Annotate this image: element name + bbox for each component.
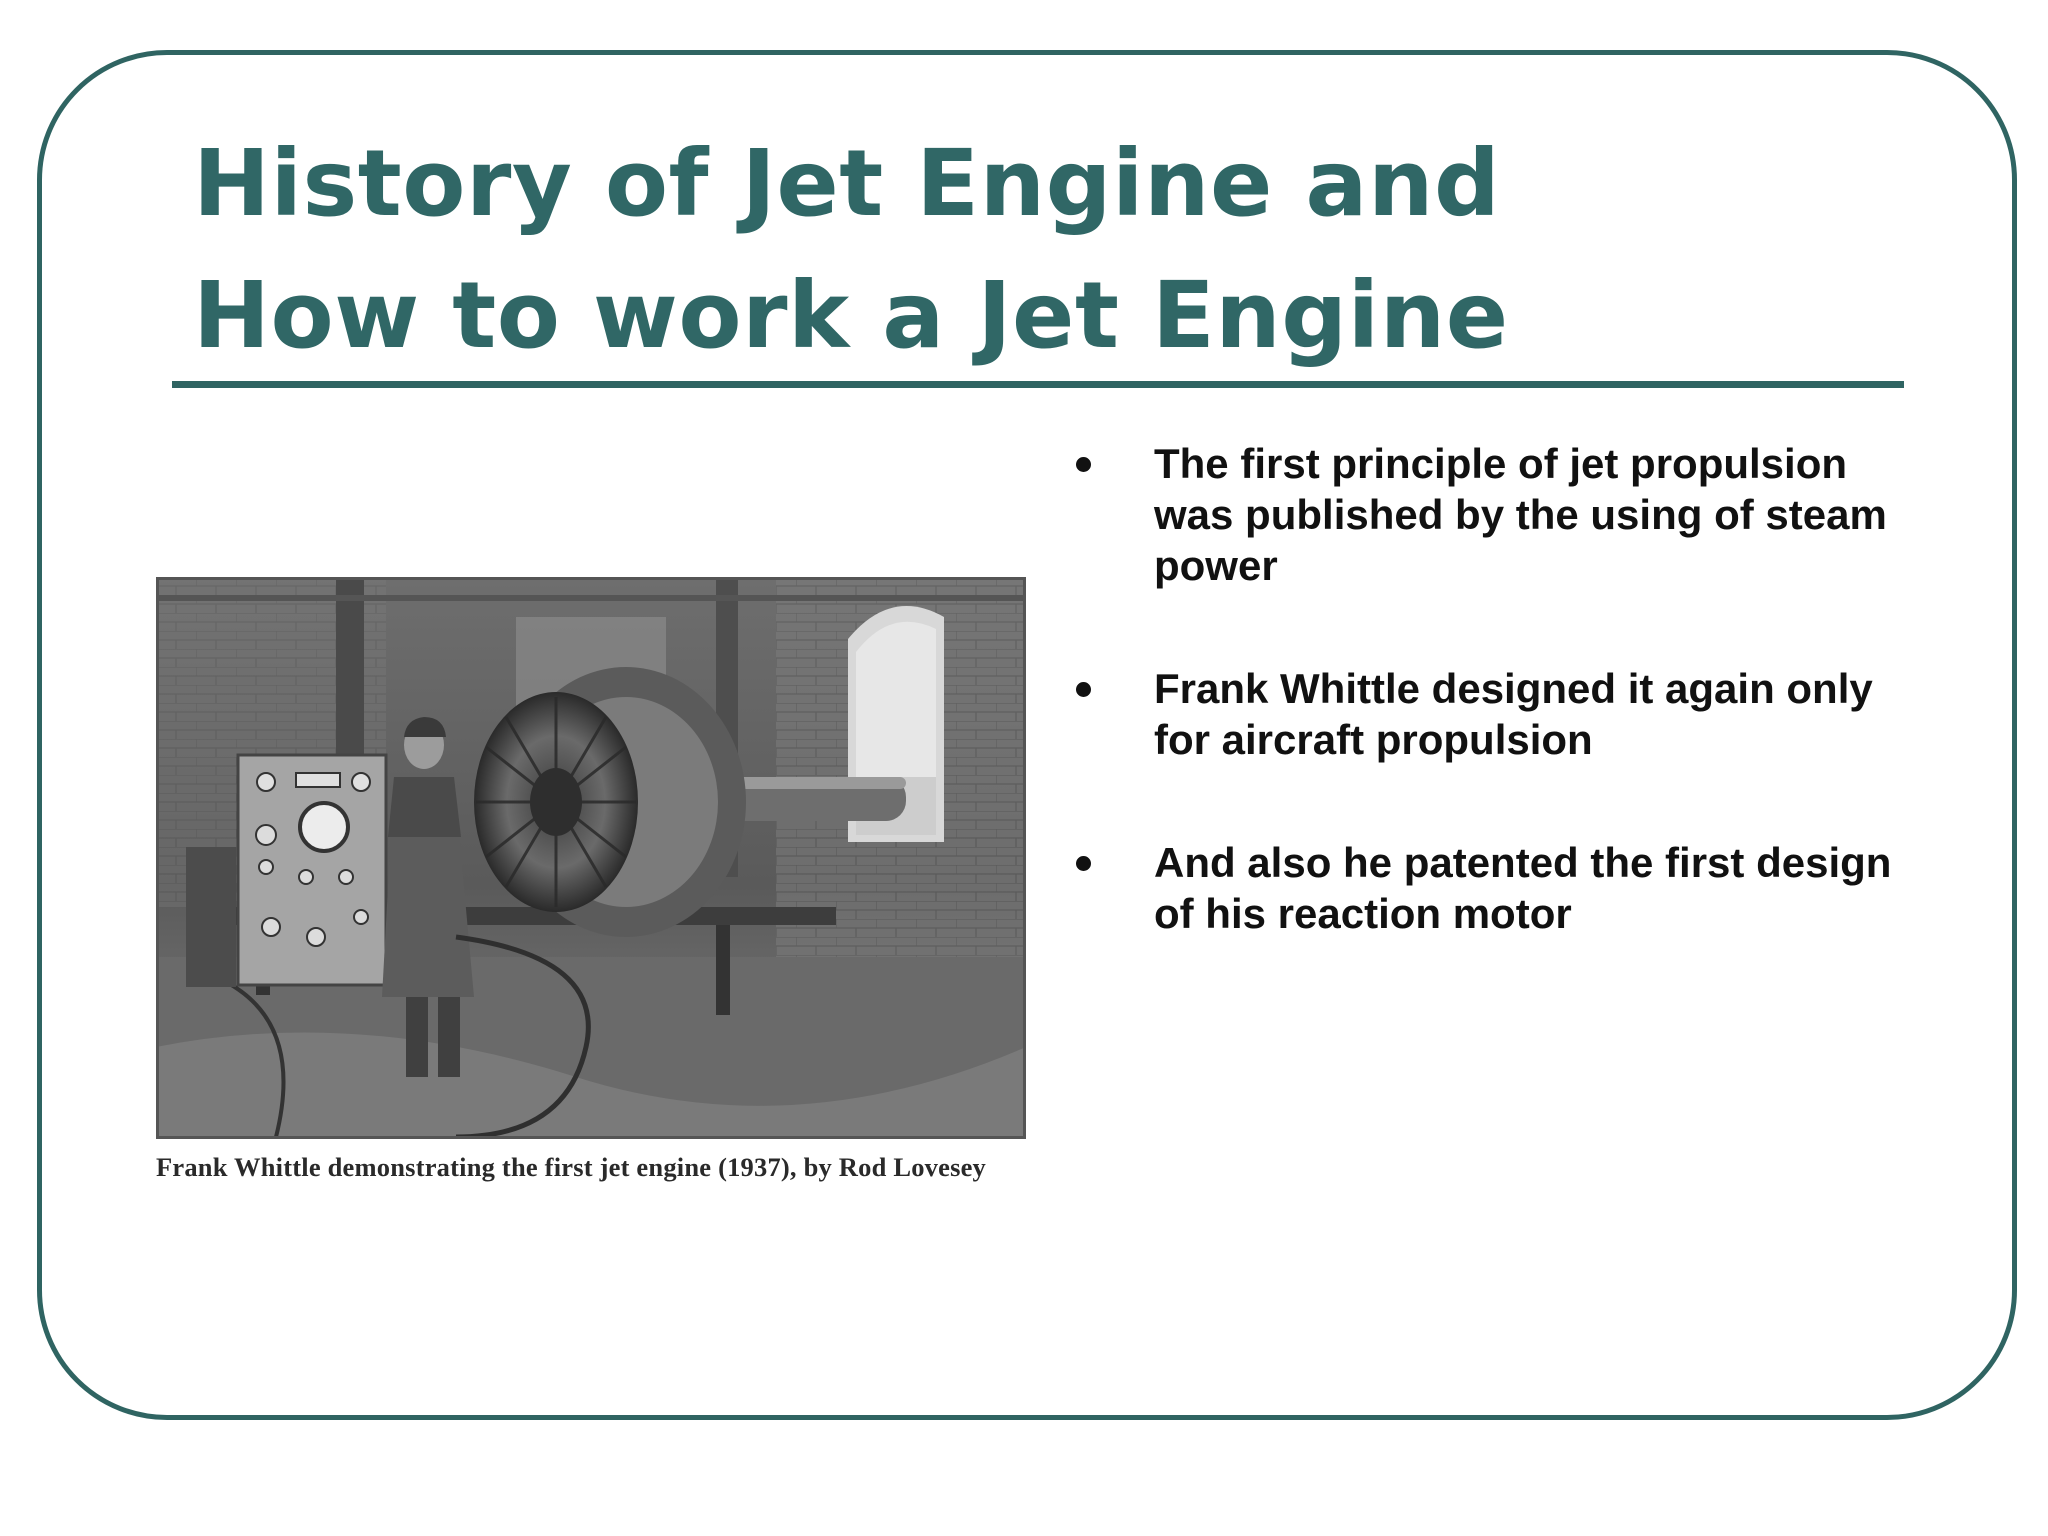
slide-title [193, 118, 1893, 382]
whittle-engine-photo [156, 577, 1026, 1139]
bullet-dot [1076, 682, 1091, 697]
bullet-text: The first principle of jet propulsion was published by the using of steam power [1154, 440, 1887, 589]
slide-title-line-2: How to work a Jet Engine [193, 262, 1509, 369]
bullet-dot [1076, 856, 1091, 871]
bullet-dot [1076, 457, 1091, 472]
bullet-text: And also he patented the first design of his reaction motor [1154, 839, 1892, 937]
figure-caption: Frank Whittle demonstrating the first jet engine (1937), by Rod Lovesey [156, 1152, 986, 1182]
bullet-item [1070, 837, 1930, 939]
slide-title-line-1: History of Jet Engine and [193, 130, 1501, 237]
bullet-item [1070, 663, 1930, 765]
bullet-item [1070, 438, 1930, 591]
title-divider [172, 381, 1904, 388]
bullet-list [1070, 438, 1930, 1011]
bullet-text: Frank Whittle designed it again only for aircraft propulsion [1154, 665, 1873, 763]
